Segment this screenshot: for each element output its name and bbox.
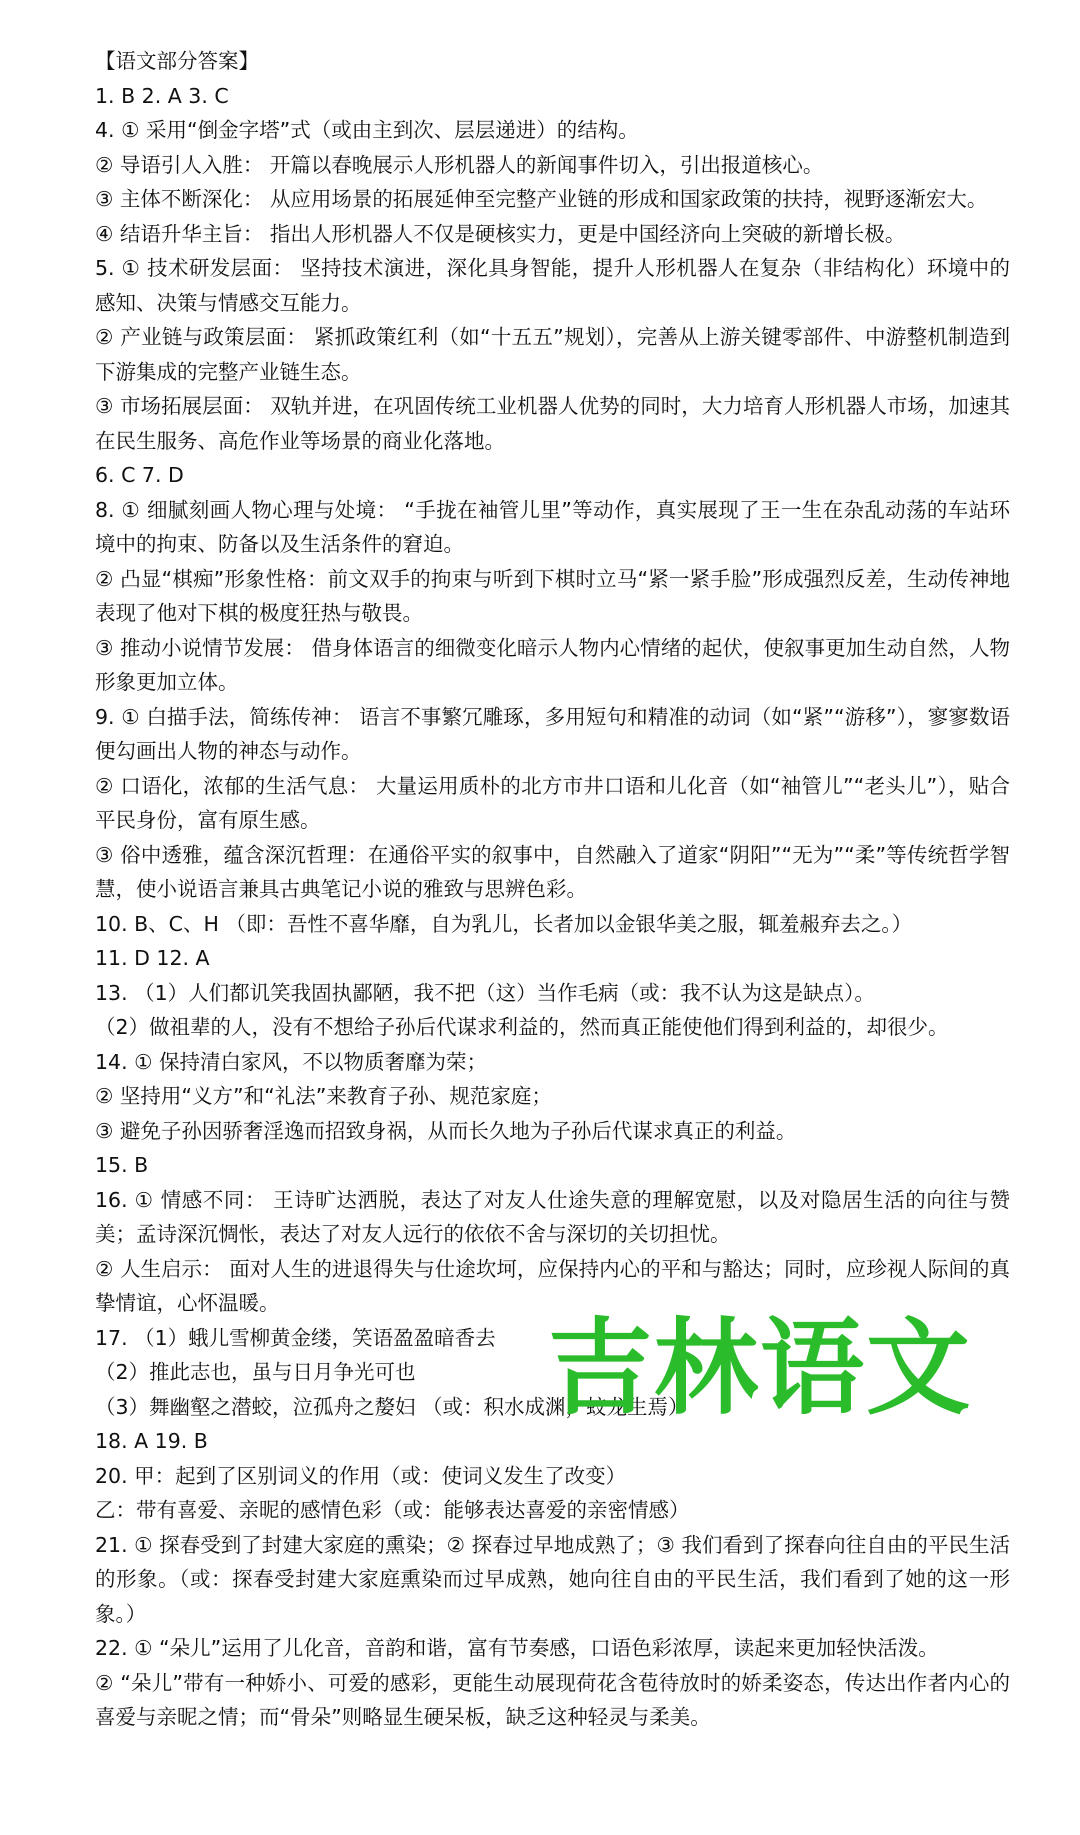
answer-line: 14. ① 保持清白家风，不以物质奢靡为荣； [95,1049,488,1074]
answer-paragraph: ② 人生启示： 面对人生的进退得失与仕途坎坷，应保持内心的平和与豁达；同时，应珍视人际间的真挚情谊，心怀温暖。 [95,1256,1010,1315]
answer-line: 乙：带有喜爱、亲昵的感情色彩（或：能够表达喜爱的亲密情感） [95,1498,690,1522]
answer-paragraph: ② 口语化，浓郁的生活气息： 大量运用质朴的北方市井口语和儿化音（如“袖管儿”“老头儿”），贴合平民身份，富有原生感。 [95,773,1010,832]
answer-paragraph: ③ 市场拓展层面： 双轨并进，在巩固传统工业机器人优势的同时，大力培育人形机器人市场，加速其在民生服务、高危作业等场景的商业化落地。 [95,394,1010,453]
answer-line: 4. ① 采用“倒金字塔”式（或由主到次、层层递进）的结构。 [95,118,639,142]
answer-document [95,44,1010,1735]
answer-paragraph: 16. ① 情感不同： 王诗旷达洒脱，表达了对友人仕途失意的理解宽慰，以及对隐居生活的向往与赞美；孟诗深沉惆怅，表达了对友人远行的依依不舍与深切的关切担忧。 [95,1187,1010,1246]
answer-line: 18. A 19. B [95,1429,208,1453]
answer-line: ② 坚持用“义方”和“礼法”来教育子孙、规范家庭； [95,1084,552,1108]
answer-paragraph: （2）做祖辈的人，没有不想给子孙后代谋求利益的，然而真正能使他们得到利益的，却很少。 [95,1015,949,1039]
answer-line: ② 导语引人入胜： 开篇以春晚展示人形机器人的新闻事件切入，引出报道核心。 [95,152,824,177]
answer-paragraph: ② 凸显“棋痴”形象性格：前文双手的拘束与听到下棋时立马“紧一紧手脸”形成强烈反差，生动传神地表现了他对下棋的极度狂热与敬畏。 [95,566,1010,625]
answer-paragraph: 22. ① “朵儿”运用了儿化音，音韵和谐，富有节奏感，口语色彩浓厚，读起来更加轻快活泼。 [95,1636,939,1660]
answer-line: 11. D 12. A [95,946,210,970]
answer-line: 10. B、C、H （即：吾性不喜华靡，自为乳儿，长者加以金银华美之服，辄羞赧弃去之。） [95,911,913,936]
answer-paragraph: ③ 推动小说情节发展： 借身体语言的细微变化暗示人物内心情绪的起伏，使叙事更加生动自然，人物形象更加立体。 [95,635,1010,694]
answer-paragraph: 8. ① 细腻刻画人物心理与处境： “手拢在袖管儿里”等动作，真实展现了王一生在杂乱动荡的车站环境中的拘束、防备以及生活条件的窘迫。 [95,497,1010,556]
answer-line: 20. 甲：起到了区别词义的作用（或：使词义发生了改变） [95,1463,627,1488]
answer-paragraph: ② 产业链与政策层面： 紧抓政策红利（如“十五五”规划），完善从上游关键零部件、中游整机制造到下游集成的完整产业链生态。 [95,325,1010,384]
answer-line: 13. （1）人们都讥笑我固执鄙陋，我不把（这）当作毛病（或：我不认为这是缺点）。 [95,980,875,1005]
answer-line: 6. C 7. D [95,463,184,487]
answer-line: （2）推此志也，虽与日月争光可也 [95,1360,416,1384]
answer-paragraph: ③ 主体不断深化： 从应用场景的拓展延伸至完整产业链的形成和国家政策的扶持，视野逐渐宏大。 [95,187,988,211]
answer-line: （3）舞幽壑之潜蛟，泣孤舟之嫠妇 （或：积水成渊，蛟龙生焉） [95,1394,689,1419]
answer-line: ③ 避免子孙因骄奢淫逸而招致身祸，从而长久地为子孙后代谋求真正的利益。 [95,1118,797,1143]
answer-paragraph: ③ 俗中透雅，蕴含深沉哲理：在通俗平实的叙事中，自然融入了道家“阴阳”“无为”“柔”等传统哲学智慧，使小说语言兼具古典笔记小说的雅致与思辨色彩。 [95,842,1010,901]
watermark-text: 吉林语文 [548,1307,973,1429]
answer-line: 15. B [95,1153,149,1177]
answer-paragraph: 5. ① 技术研发层面： 坚持技术演进，深化具身智能，提升人形机器人在复杂（非结构化）环境中的感知、决策与情感交互能力。 [95,256,1010,315]
answer-line: ④ 结语升华主旨： 指出人形机器人不仅是硬核实力，更是中国经济向上突破的新增长极。 [95,221,906,246]
answer-line: 17. （1）蛾儿雪柳黄金缕，笑语盈盈暗香去 [95,1325,496,1350]
answer-paragraph: 21. ① 探春受到了封建大家庭的熏染；② 探春过早地成熟了；③ 我们看到了探春向往自由的平民生活的形象。（或：探春受封建大家庭熏染而过早成熟，她向往自由的平民生活，我们看到了她的这一形象。） [95,1532,1010,1626]
answer-line: 1. B 2. A 3. C [95,83,229,108]
answer-paragraph: 9. ① 白描手法，简练传神： 语言不事繁冗雕琢，多用短句和精准的动词（如“紧”“游移”），寥寥数语便勾画出人物的神态与动作。 [95,704,1010,763]
document-title: 【语文部分答案】 [95,49,259,73]
answer-paragraph: ② “朵儿”带有一种娇小、可爱的感彩，更能生动展现荷花含苞待放时的娇柔姿态，传达出作者内心的喜爱与亲昵之情；而“骨朵”则略显生硬呆板，缺乏这种轻灵与柔美。 [95,1670,1010,1729]
